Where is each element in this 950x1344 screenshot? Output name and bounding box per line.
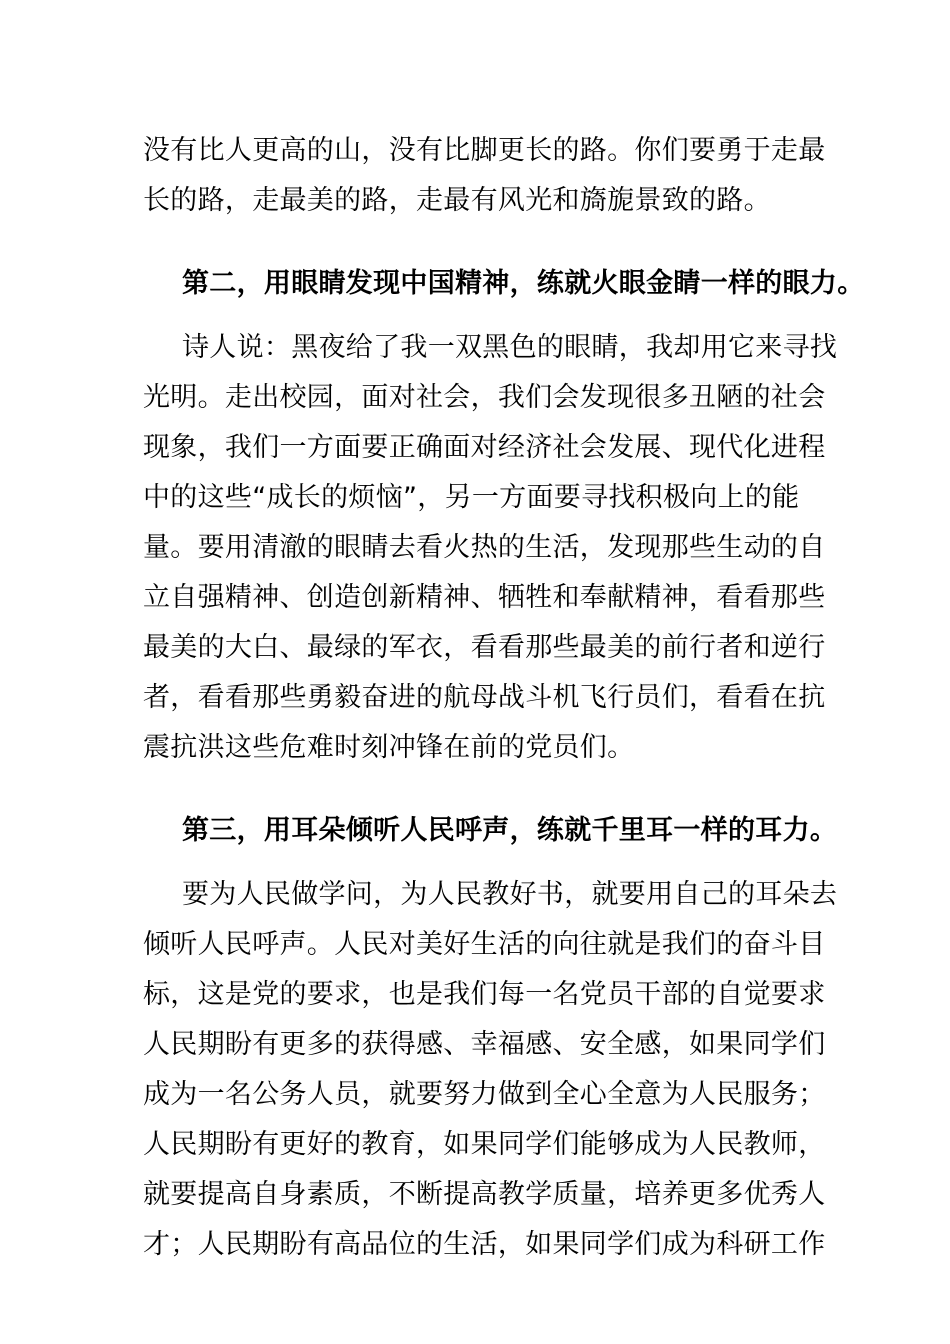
paragraph-line: 没有比人更高的山，没有比脚更长的路。你们要勇于走最 (143, 135, 826, 166)
paragraph-2 (143, 323, 838, 773)
paragraph-line: 中的这些“成长的烦恼”，另一方面要寻找积极向上的能 (143, 482, 800, 513)
paragraph-3 (143, 870, 838, 1270)
paragraph-line: 才；人民期盼有高品位的生活，如果同学们成为科研工作 (143, 1229, 826, 1260)
document-body (143, 126, 865, 1270)
paragraph-line: 长的路，走最美的路，走最有风光和旖旎景致的路。 (143, 185, 771, 216)
paragraph-line: 立自强精神、创造创新精神、牺牲和奉献精神，看看那些 (143, 582, 826, 613)
paragraph-line: 人民期盼有更好的教育，如果同学们能够成为人民教师， (143, 1129, 826, 1160)
paragraph-line: 震抗洪这些危难时刻冲锋在前的党员们。 (143, 732, 635, 763)
paragraph-line: 诗人说：黑夜给了我一双黑色的眼睛，我却用它来寻找 (182, 332, 838, 363)
paragraph-line: 就要提高自身素质，不断提高教学质量，培养更多优秀人 (143, 1179, 826, 1210)
section-heading-2: 第二，用眼睛发现中国精神，练就火眼金睛一样的眼力。 (182, 268, 865, 299)
paragraph-line: 成为一名公务人员，就要努力做到全心全意为人民服务； (143, 1079, 826, 1110)
paragraph-line: 人民期盼有更多的获得感、幸福感、安全感，如果同学们 (143, 1029, 826, 1060)
section-heading-3: 第三，用耳朵倾听人民呼声，练就千里耳一样的耳力。 (182, 815, 838, 846)
paragraph-line: 光明。走出校园，面对社会，我们会发现很多丑陋的社会 (143, 382, 826, 413)
paragraph-1 (143, 126, 826, 226)
paragraph-line: 最美的大白、最绿的军衣，看看那些最美的前行者和逆行 (143, 632, 826, 663)
paragraph-line: 倾听人民呼声。人民对美好生活的向往就是我们的奋斗目 (143, 929, 826, 960)
paragraph-line: 量。要用清澈的眼睛去看火热的生活，发现那些生动的自 (143, 532, 826, 563)
paragraph-line: 者，看看那些勇毅奋进的航母战斗机飞行员们，看看在抗 (143, 682, 826, 713)
paragraph-line: 标，这是党的要求，也是我们每一名党员干部的自觉要求 (143, 979, 826, 1010)
paragraph-line: 现象，我们一方面要正确面对经济社会发展、现代化进程 (143, 432, 826, 463)
paragraph-line: 要为人民做学问，为人民教好书，就要用自己的耳朵去 (182, 879, 838, 910)
